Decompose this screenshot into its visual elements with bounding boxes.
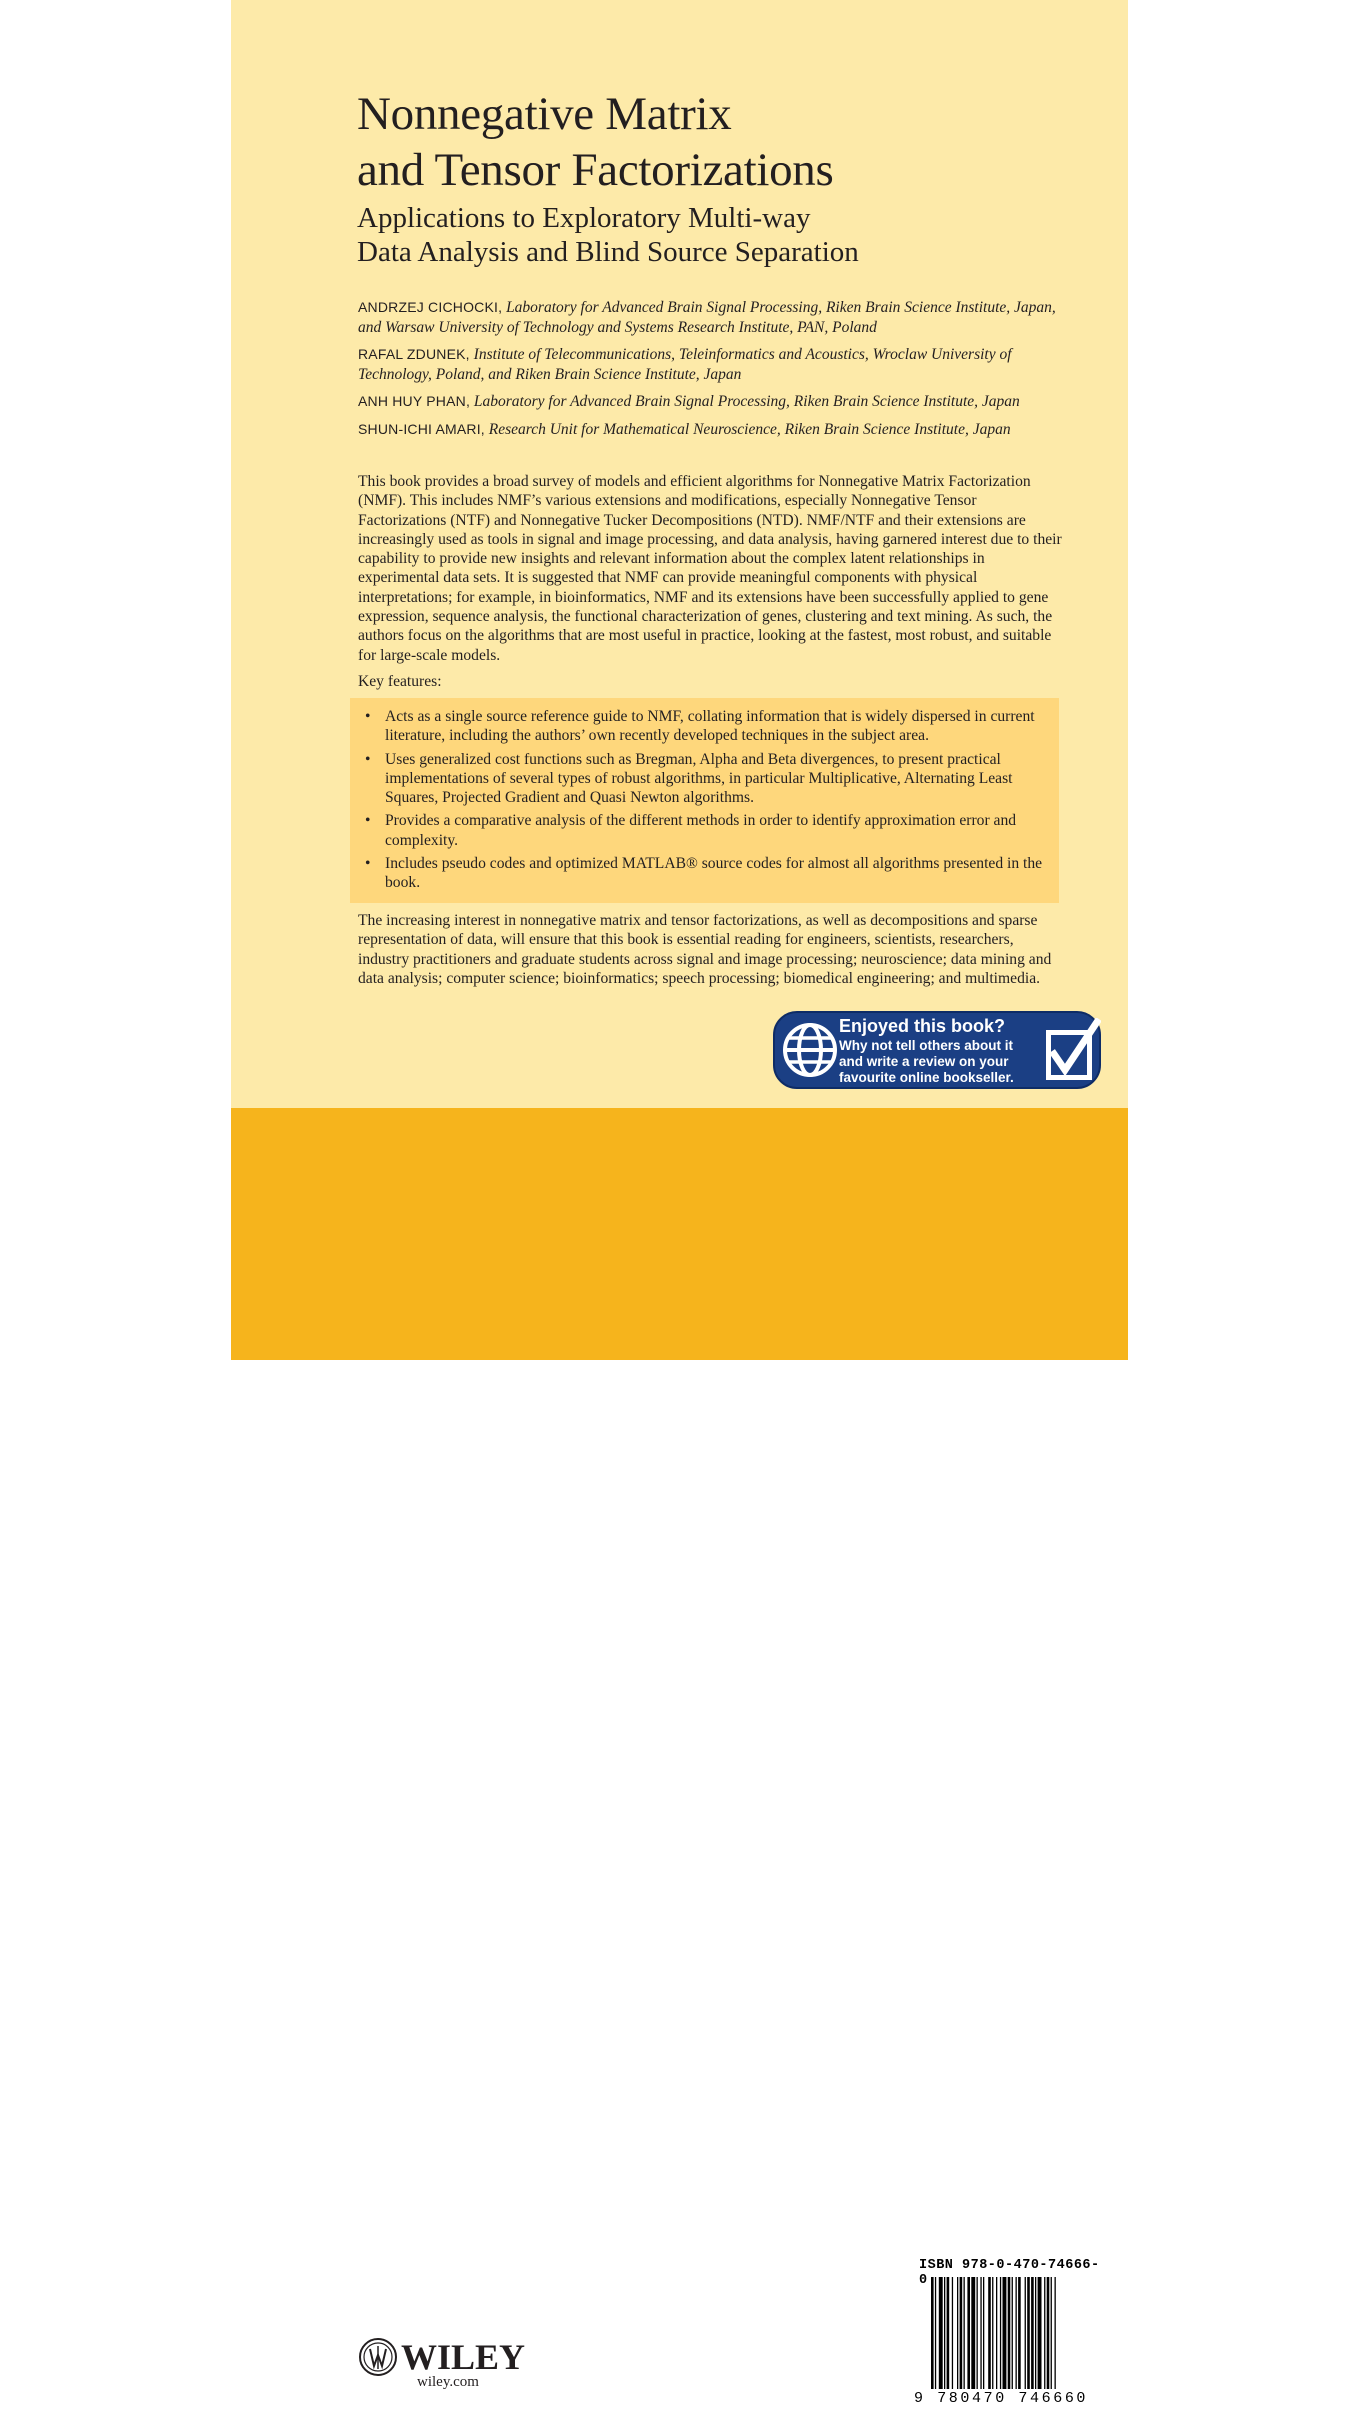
book-back-cover xyxy=(231,0,1128,2407)
key-feature-item xyxy=(358,707,1043,746)
book-subtitle xyxy=(357,201,859,269)
title-line-1: Nonnegative Matrix xyxy=(357,88,732,140)
author-affiliation: Laboratory for Advanced Brain Signal Processing, Riken Brain Science Institute, Japan, and Warsaw University of Technology and Systems Research Institute, PAN, Poland xyxy=(358,299,1056,336)
publisher-url: wiley.com xyxy=(417,2374,479,2390)
publisher-logo xyxy=(357,2336,525,2391)
key-feature-text: Acts as a single source reference guide to NMF, collating information that is widely dispersed in current literature, including the authors’ own recently developed techniques in the subject area. xyxy=(385,708,1035,745)
author-name: RAFAL ZDUNEK, xyxy=(358,346,470,362)
key-feature-text: Uses generalized cost functions such as Bregman, Alpha and Beta divergences, to present practical implementations of several types of robust algorithms, in particular Multiplicative, Alternating Least Squares, Projected Gradient and Quasi Newton algorithms. xyxy=(385,750,1013,807)
author-entry xyxy=(358,420,1058,440)
wiley-emblem-icon xyxy=(357,2336,399,2378)
bottom-color-band xyxy=(231,1108,1128,2407)
author-name: SHUN-ICHI AMARI, xyxy=(358,420,485,437)
title-line-2: and Tensor Factorizations xyxy=(357,144,834,196)
key-feature-item xyxy=(358,750,1043,808)
barcode-graphic xyxy=(931,2277,1096,2389)
subtitle-line-2: Data Analysis and Blind Source Separation xyxy=(357,236,859,268)
review-badge-text: Why not tell others about it and write a review on your favourite online bookseller. xyxy=(839,1038,1014,1085)
bullet-icon: • xyxy=(365,855,371,873)
key-feature-text: Provides a comparative analysis of the different methods in order to identify approximation error and complexity. xyxy=(385,812,1017,849)
review-badge-heading: Enjoyed this book? xyxy=(839,1016,1006,1036)
author-affiliation: Research Unit for Mathematical Neuroscience, Riken Brain Science Institute, Japan xyxy=(488,420,1011,438)
bullet-icon: • xyxy=(365,812,371,830)
author-affiliation: Institute of Telecommunications, Teleinformatics and Acoustics, Wroclaw University of Technology, Poland, and Riken Brain Science Institute, Japan xyxy=(358,346,1012,383)
key-feature-item xyxy=(358,854,1043,893)
author-entry xyxy=(358,298,1058,337)
book-description: This book provides a broad survey of models and efficient algorithms for Nonnegative Matrix Factorization (NMF). This includes NMF’s various extensions and modifications, especially Nonnegative Tensor Factorizations (NTF) and Nonnegative Tucker Decompositions (NTD). NMF/NTF and their extensions are increasingly used as tools in signal and image processing, and data analysis, having garnered interest due to their capability to provide new insights and relevant information about the complex latent relationships in experimental data sets. It is suggested that NMF can provide meaningful components with physical interpretations; for example, in bioinformatics, NMF and its extensions have been successfully applied to gene expression, sequence analysis, the functional characterization of genes, clustering and text mining. As such, the authors focus on the algorithms that are most useful in practice, looking at the fastest, most robust, and suitable for large-scale models. xyxy=(358,473,1062,664)
author-affiliation: Laboratory for Advanced Brain Signal Processing, Riken Brain Science Institute, Japan xyxy=(473,393,1020,410)
bullet-icon: • xyxy=(365,750,371,768)
key-features-box xyxy=(350,698,1059,903)
closing-paragraph: The increasing interest in nonnegative matrix and tensor factorizations, as well as decompositions and sparse representation of data, will ensure that this book is essential reading for engineers, scientists, researchers, industry practitioners and graduate students across signal and image processing; neuroscience; data mining and data analysis; computer science; bioinformatics; speech processing; biomedical engineering; and multimedia. xyxy=(358,912,1052,987)
isbn-label: ISBN 978-0-470-74666-0 xyxy=(919,2258,1100,2288)
author-list xyxy=(358,298,1058,447)
subtitle-line-1: Applications to Exploratory Multi-way xyxy=(357,202,811,234)
globe-icon xyxy=(781,1020,839,1080)
isbn-barcode-block xyxy=(912,2252,1103,2414)
key-feature-text: Includes pseudo codes and optimized MATLAB® source codes for almost all algorithms presented in the book. xyxy=(385,855,1043,892)
checkbox-tick-icon xyxy=(1043,1018,1101,1084)
publisher-name: WILEY xyxy=(401,2337,526,2377)
book-title xyxy=(357,86,834,198)
author-entry xyxy=(358,392,1058,412)
review-badge xyxy=(773,1011,1101,1089)
key-feature-item xyxy=(358,811,1043,850)
author-name: ANDRZEJ CICHOCKI, xyxy=(358,299,503,315)
author-name: ANH HUY PHAN, xyxy=(358,393,471,409)
bullet-icon: • xyxy=(365,708,371,725)
key-features-heading: Key features: xyxy=(358,673,442,690)
author-entry xyxy=(358,345,1058,384)
isbn-digits: 9 780470 746660 xyxy=(914,2390,1089,2407)
